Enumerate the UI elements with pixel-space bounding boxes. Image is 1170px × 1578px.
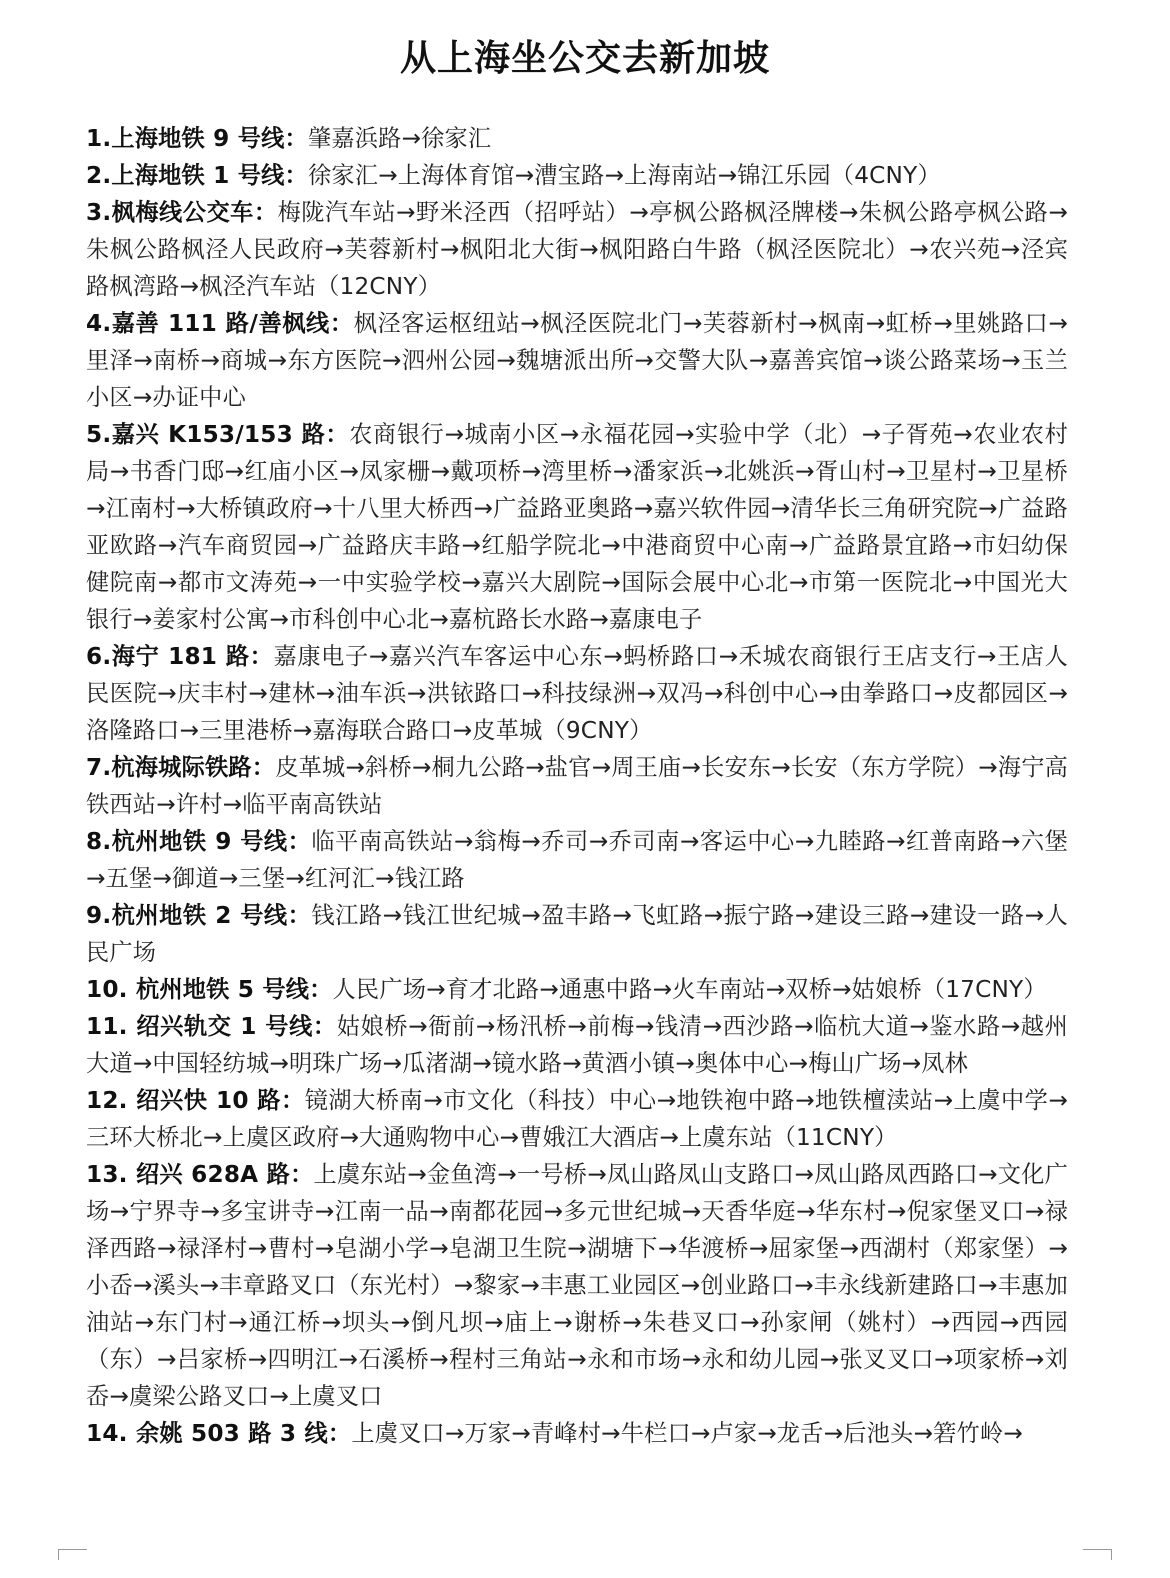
route-item	[86, 1008, 1068, 1082]
route-label: 13. 绍兴 628A 路：	[86, 1161, 314, 1188]
route-label: 1.上海地铁 9 号线：	[86, 125, 308, 152]
route-item	[86, 305, 1068, 416]
route-label: 8.杭州地铁 9 号线：	[86, 828, 312, 855]
route-stops: 镜湖大桥南→市文化（科技）中心→地铁袍中路→地铁檀渎站→上虞中学→三环大桥北→上虞区政府→大通购物中心→曹娥江大酒店→上虞东站（11CNY）	[86, 1087, 1068, 1151]
route-stops: 姑娘桥→衙前→杨汛桥→前梅→钱清→西沙路→临杭大道→鉴水路→越州大道→中国轻纺城→明珠广场→瓜渚湖→镜水路→黄酒小镇→奥体中心→梅山广场→凤林	[86, 1013, 1068, 1077]
route-label: 6.海宁 181 路：	[86, 643, 274, 670]
page-corner-mark-right	[1083, 1549, 1112, 1560]
route-stops: 徐家汇→上海体育馆→漕宝路→上海南站→锦江乐园（4CNY）	[307, 162, 941, 189]
route-stops: 临平南高铁站→翁梅→乔司→乔司南→客运中心→九睦路→红普南路→六堡→五堡→御道→三堡→红河汇→钱江路	[86, 828, 1068, 892]
route-item	[86, 416, 1068, 638]
route-stops: 嘉康电子→嘉兴汽车客运中心东→蚂桥路口→禾城农商银行王店支行→王店人民医院→庆丰村→建林→油车浜→洪铱路口→科技绿洲→双冯→科创中心→由拳路口→皮都园区→洛隆路口→三里港桥→嘉海联合路口→皮革城（9CNY）	[86, 643, 1068, 744]
route-stops: 钱江路→钱江世纪城→盈丰路→飞虹路→振宁路→建设三路→建设一路→人民广场	[86, 902, 1068, 966]
route-label: 4.嘉善 111 路/善枫线：	[86, 310, 354, 337]
route-stops: 枫泾客运枢纽站→枫泾医院北门→芙蓉新村→枫南→虹桥→里姚路口→里泽→南桥→商城→东方医院→泗州公园→魏塘派出所→交警大队→嘉善宾馆→谈公路菜场→玉兰小区→办证中心	[86, 310, 1068, 411]
route-item	[86, 823, 1068, 897]
route-stops: 农商银行→城南小区→永福花园→实验中学（北）→子胥苑→农业农村局→书香门邸→红庙小区→凤家栅→戴项桥→湾里桥→潘家浜→北姚浜→胥山村→卫星村→卫星桥→江南村→大桥镇政府→十八里大桥西→广益路亚奥路→嘉兴软件园→清华长三角研究院→广益路亚欧路→汽车商贸园→广益路庆丰路→红船学院北→中港商贸中心南→广益路景宜路→市妇幼保健院南→都市文涛苑→一中实验学校→嘉兴大剧院→国际会展中心北→市第一医院北→中国光大银行→姜家村公寓→市科创中心北→嘉杭路长水路→嘉康电子	[86, 421, 1069, 633]
route-label: 10. 杭州地铁 5 号线：	[86, 976, 333, 1003]
route-label: 11. 绍兴轨交 1 号线：	[86, 1013, 337, 1040]
route-stops: 人民广场→育才北路→通惠中路→火车南站→双桥→姑娘桥（17CNY）	[332, 976, 1047, 1003]
document-title: 从上海坐公交去新加坡	[399, 38, 770, 79]
route-list	[86, 120, 1068, 1452]
route-label: 3.枫梅线公交车：	[86, 199, 278, 226]
route-item	[86, 1156, 1068, 1415]
route-stops: 上虞东站→金鱼湾→一号桥→凤山路凤山支路口→凤山路凤西路口→文化广场→宁界寺→多宝讲寺→江南一品→南都花园→多元世纪城→天香华庭→华东村→倪家堡叉口→禄泽西路→禄泽村→曹村→皂湖小学→皂湖卫生院→湖塘下→华渡桥→屈家堡→西湖村（郑家堡）→小岙→溪头→丰章路叉口（东光村）→黎家→丰惠工业园区→创业路口→丰永线新建路口→丰惠加油站→东门村→通江桥→坝头→倒凡坝→庙上→谢桥→朱巷叉口→孙家闸（姚村）→西园→西园（东）→吕家桥→四明江→石溪桥→程村三角站→永和市场→永和幼儿园→张叉叉口→项家桥→刘岙→虞梁公路叉口→上虞叉口	[86, 1161, 1068, 1410]
route-item	[86, 749, 1068, 823]
route-label: 5.嘉兴 K153/153 路：	[86, 421, 350, 448]
route-item	[86, 638, 1068, 749]
route-stops: 肇嘉浜路→徐家汇	[307, 125, 492, 152]
route-item	[86, 120, 1068, 157]
route-label: 12. 绍兴快 10 路：	[86, 1087, 305, 1114]
route-label: 7.杭海城际铁路：	[86, 754, 276, 781]
route-item	[86, 194, 1068, 305]
route-item	[86, 157, 1068, 194]
route-label: 9.杭州地铁 2 号线：	[86, 902, 312, 929]
route-item	[86, 971, 1068, 1008]
route-label: 14. 余姚 503 路 3 线：	[86, 1420, 352, 1447]
route-item	[86, 1082, 1068, 1156]
route-label: 2.上海地铁 1 号线：	[86, 162, 308, 189]
route-stops: 皮革城→斜桥→桐九公路→盐官→周王庙→长安东→长安（东方学院）→海宁高铁西站→许村→临平南高铁站	[86, 754, 1068, 818]
route-stops: 上虞叉口→万家→青峰村→牛栏口→卢家→龙舌→后池头→箬竹岭→	[351, 1420, 1023, 1447]
page-corner-mark-left	[58, 1549, 87, 1560]
route-item	[86, 897, 1068, 971]
route-stops: 梅陇汽车站→野米泾西（招呼站）→亭枫公路枫泾牌楼→朱枫公路亭枫公路→朱枫公路枫泾人民政府→芙蓉新村→枫阳北大街→枫阳路白牛路（枫泾医院北）→农兴苑→泾宾路枫湾路→枫泾汽车站（12CNY）	[86, 199, 1068, 300]
route-item	[86, 1415, 1068, 1452]
